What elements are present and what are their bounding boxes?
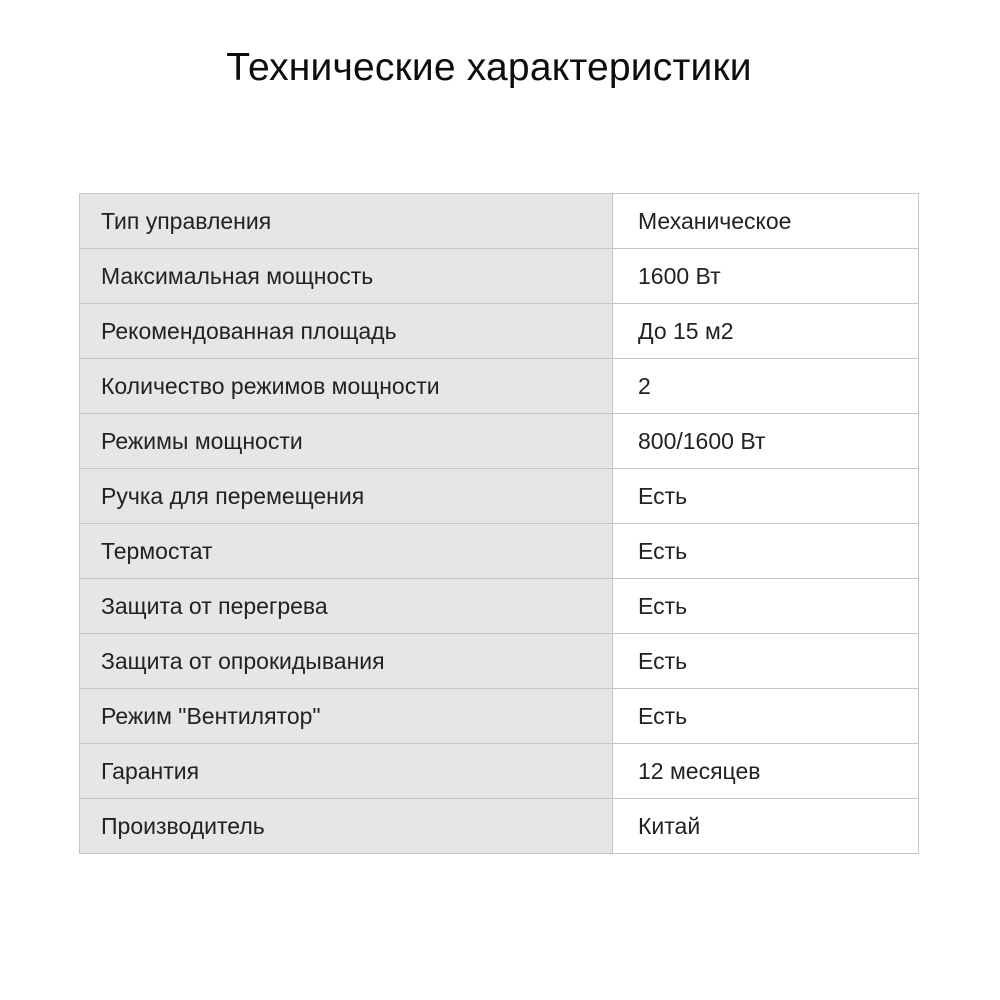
spec-value: 2	[613, 359, 919, 414]
spec-value: 800/1600 Вт	[613, 414, 919, 469]
table-row	[80, 744, 919, 799]
spec-label: Производитель	[80, 799, 613, 854]
spec-value: Китай	[613, 799, 919, 854]
table-row	[80, 194, 919, 249]
spec-value: Есть	[613, 634, 919, 689]
spec-label: Количество режимов мощности	[80, 359, 613, 414]
table-row	[80, 249, 919, 304]
spec-value: Есть	[613, 689, 919, 744]
spec-value: Есть	[613, 524, 919, 579]
table-row	[80, 359, 919, 414]
specifications-table	[79, 193, 919, 854]
spec-label: Защита от перегрева	[80, 579, 613, 634]
spec-label: Гарантия	[80, 744, 613, 799]
page-title: Технические характеристики	[226, 46, 752, 89]
spec-value: 12 месяцев	[613, 744, 919, 799]
spec-label: Тип управления	[80, 194, 613, 249]
table-row	[80, 414, 919, 469]
spec-value: Есть	[613, 579, 919, 634]
spec-label: Ручка для перемещения	[80, 469, 613, 524]
table-row	[80, 689, 919, 744]
spec-value: Механическое	[613, 194, 919, 249]
spec-label: Режимы мощности	[80, 414, 613, 469]
spec-label: Режим "Вентилятор"	[80, 689, 613, 744]
spec-value: До 15 м2	[613, 304, 919, 359]
spec-label: Термостат	[80, 524, 613, 579]
spec-value: Есть	[613, 469, 919, 524]
spec-label: Защита от опрокидывания	[80, 634, 613, 689]
table-row	[80, 634, 919, 689]
table-row	[80, 799, 919, 854]
table-row	[80, 579, 919, 634]
table-row	[80, 469, 919, 524]
spec-label: Максимальная мощность	[80, 249, 613, 304]
table-row	[80, 304, 919, 359]
spec-label: Рекомендованная площадь	[80, 304, 613, 359]
table-row	[80, 524, 919, 579]
spec-value: 1600 Вт	[613, 249, 919, 304]
